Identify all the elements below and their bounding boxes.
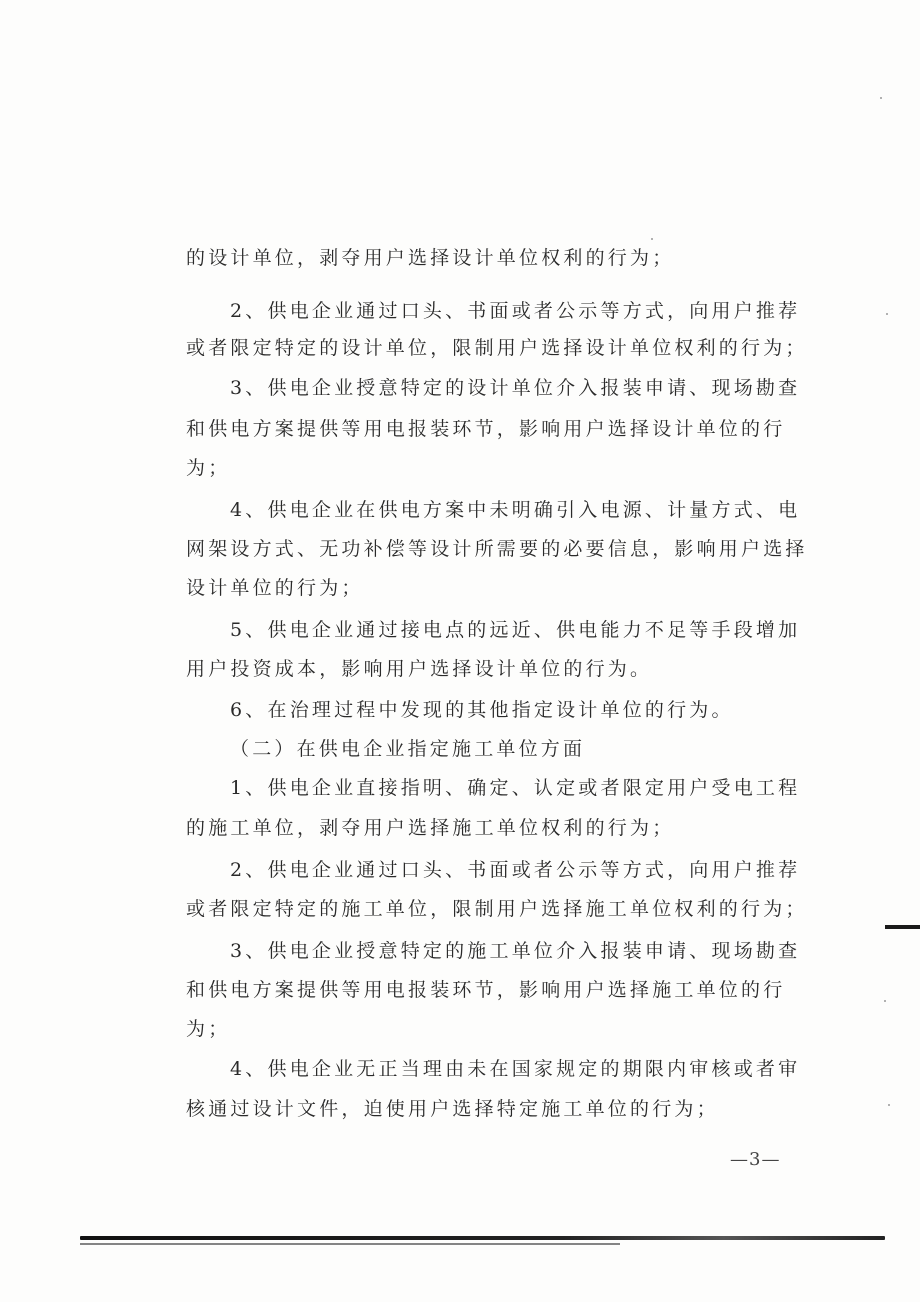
text-line: 为； xyxy=(186,457,231,479)
text-line: 2、供电企业通过口头、书面或者公示等方式，向用户推荐 xyxy=(230,859,801,881)
scan-speck xyxy=(886,313,888,315)
text-line: 设计单位的行为； xyxy=(186,577,364,599)
text-line: 3、供电企业授意特定的设计单位介入报装申请、现场勘查 xyxy=(230,377,801,399)
bottom-rule-thin xyxy=(80,1243,620,1245)
text-line: 用户投资成本，影响用户选择设计单位的行为。 xyxy=(186,658,653,680)
text-line: 5、供电企业通过接电点的远近、供电能力不足等手段增加 xyxy=(230,619,801,641)
scan-speck xyxy=(880,97,882,99)
text-line: 3、供电企业授意特定的施工单位介入报装申请、现场勘查 xyxy=(230,940,801,962)
page-number: —3— xyxy=(730,1149,781,1170)
text-line: 2、供电企业通过口头、书面或者公示等方式，向用户推荐 xyxy=(230,300,801,322)
text-line: 的施工单位，剥夺用户选择施工单位权利的行为； xyxy=(186,817,675,839)
scan-speck xyxy=(651,238,653,240)
scan-speck xyxy=(888,1104,890,1106)
text-line: 或者限定特定的设计单位，限制用户选择设计单位权利的行为； xyxy=(186,337,808,359)
text-line: 网架设方式、无功补偿等设计所需要的必要信息，影响用户选择 xyxy=(186,538,808,560)
text-line: 或者限定特定的施工单位，限制用户选择施工单位权利的行为； xyxy=(186,898,808,920)
text-line: 1、供电企业直接指明、确定、认定或者限定用户受电工程 xyxy=(230,777,801,799)
text-line: 和供电方案提供等用电报装环节，影响用户选择设计单位的行 xyxy=(186,418,786,440)
scan-speck xyxy=(884,1000,886,1002)
text-line: 4、供电企业无正当理由未在国家规定的期限内审核或者审 xyxy=(230,1058,801,1080)
text-line: 核通过设计文件，迫使用户选择特定施工单位的行为； xyxy=(186,1098,719,1120)
section-heading: （二）在供电企业指定施工单位方面 xyxy=(230,738,586,760)
edge-mark xyxy=(885,925,920,929)
text-line: 的设计单位，剥夺用户选择设计单位权利的行为； xyxy=(186,247,675,269)
text-line: 4、供电企业在供电方案中未明确引入电源、计量方式、电 xyxy=(230,499,801,521)
text-line: 6、在治理过程中发现的其他指定设计单位的行为。 xyxy=(230,699,734,721)
text-line: 和供电方案提供等用电报装环节，影响用户选择施工单位的行 xyxy=(186,979,786,1001)
text-line: 为； xyxy=(186,1018,231,1040)
bottom-rule xyxy=(80,1236,885,1240)
